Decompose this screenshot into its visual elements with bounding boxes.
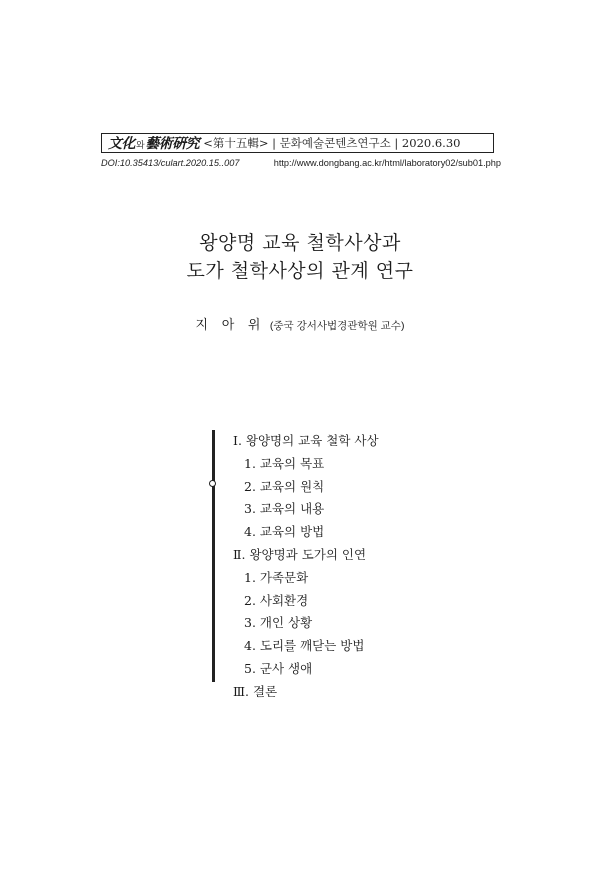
author-affiliation: (중국 강서사법경관학원 교수) [269,320,405,332]
journal-logo [108,133,199,153]
toc-item: 2. 교육의 원칙 [244,478,325,494]
toc-item: Ⅱ. 왕양명과 도가의 인연 [233,546,367,562]
author-line [0,314,600,334]
toc-item: 1. 교육의 목표 [244,455,325,471]
paper-title-line1: 왕양명 교육 철학사상과 [199,232,401,254]
doi-line [101,158,501,172]
doi-text: DOI:10.35413/culart.2020.15..007 [101,158,240,168]
toc-item: 1. 가족문화 [244,569,309,585]
table-of-contents [233,430,379,704]
paper-title-line2: 도가 철학사상의 관계 연구 [186,260,414,282]
journal-url[interactable]: http://www.dongbang.ac.kr/html/laboratory02/sub01.php [273,158,501,168]
journal-logo-part2: 와 [136,141,145,151]
paper-title [0,229,600,285]
toc-item: Ⅲ. 결론 [233,683,278,699]
toc-divider-line [212,430,215,682]
toc-item: 5. 군사 생애 [244,660,313,676]
journal-logo-part1: 文化 [108,136,135,152]
toc-item: 2. 사회환경 [244,592,309,608]
toc-item: 4. 도리를 깨닫는 방법 [244,638,365,654]
journal-issue-info: <第十五輯> | 문화예술콘텐츠연구소 | 2020.6.30 [203,136,461,150]
journal-logo-part3: 藝術硏究 [145,136,200,152]
toc-item: Ⅰ. 왕양명의 교육 철학 사상 [233,433,379,448]
toc-item: 4. 교육의 방법 [244,524,325,540]
author-name: 지 아 위 [195,317,266,332]
toc-item: 3. 개인 상황 [244,615,313,631]
toc-item: 3. 교육의 내용 [244,501,325,517]
journal-header-box [101,133,494,153]
